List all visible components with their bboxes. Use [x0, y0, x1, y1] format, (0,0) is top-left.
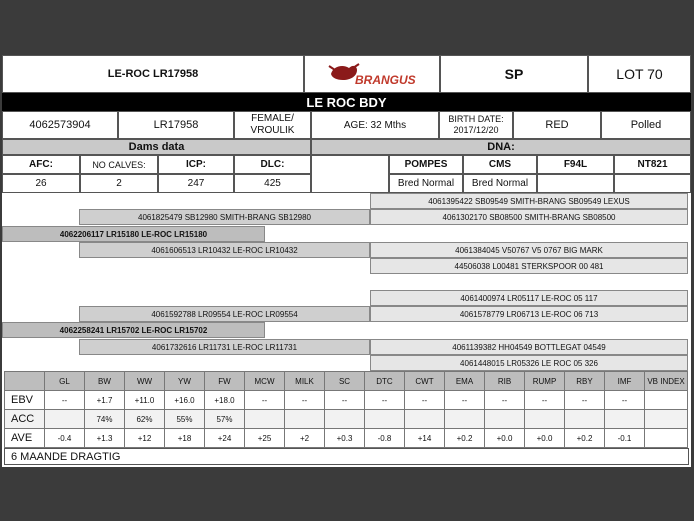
animal-horn-status: Polled [601, 111, 691, 139]
ebv-header-cell: MCW [245, 372, 285, 391]
bull-logo-icon [327, 60, 417, 88]
no-calves-value: 2 [80, 174, 158, 193]
ebv-header-cell: IMF [605, 372, 645, 391]
ave-cell: +2 [285, 429, 325, 448]
pedigree-sire-dam-sire: 4061384045 V50767 V5 0767 BIG MARK [370, 242, 688, 258]
animal-tag: LR17958 [118, 111, 234, 139]
pedigree-dam-sire-dam: 4061578779 LR06713 LE-ROC 06 713 [370, 306, 688, 322]
ave-cell: +0.0 [485, 429, 525, 448]
dams-data-title: Dams data [2, 139, 311, 155]
acc-cell [405, 410, 445, 429]
acc-cell [485, 410, 525, 429]
birth-date-value: 2017/12/20 [453, 125, 499, 135]
dna-cms-value: Bred Normal [463, 174, 537, 193]
ave-cell: +12 [125, 429, 165, 448]
pedigree-sire: 4062206117 LR15180 LE-ROC LR15180 [2, 226, 265, 242]
acc-cell [605, 410, 645, 429]
ebv-cell: -- [445, 391, 485, 410]
ebv-header-cell: RIB [485, 372, 525, 391]
dna-f94l-header: F94L [537, 155, 614, 174]
ebv-cell: -- [285, 391, 325, 410]
acc-cell: 74% [85, 410, 125, 429]
ave-cell: +14 [405, 429, 445, 448]
pedigree-dam: 4062258241 LR15702 LE-ROC LR15702 [2, 322, 265, 338]
ebv-header-row [5, 372, 688, 391]
ebv-cell: -- [365, 391, 405, 410]
ebv-cell: +11.0 [125, 391, 165, 410]
ave-cell: -0.4 [45, 429, 85, 448]
animal-sex: FEMALE/ VROULIK [234, 111, 311, 139]
ebv-header-cell: RUMP [525, 372, 565, 391]
pedigree-sire-sire: 4061825479 SB12980 SMITH-BRANG SB12980 [79, 209, 370, 225]
footer-note: 6 MAANDE DRAGTIG [4, 448, 689, 465]
dna-pompes-header: POMPES [389, 155, 463, 174]
animal-id-number: 4062573904 [2, 111, 118, 139]
pedigree-dam-dam: 4061732616 LR11731 LE-ROC LR11731 [79, 339, 370, 355]
acc-cell [645, 410, 688, 429]
ebv-header-cell: MILK [285, 372, 325, 391]
lot-number: LOT 70 [588, 55, 691, 93]
animal-sheet [2, 55, 691, 467]
dlc-header: DLC: [234, 155, 311, 174]
ave-cell: +18 [165, 429, 205, 448]
ave-cell: +24 [205, 429, 245, 448]
ebv-cell: -- [405, 391, 445, 410]
ebv-cell: +16.0 [165, 391, 205, 410]
ave-cell: +0.0 [525, 429, 565, 448]
animal-name: LE-ROC LR17958 [2, 55, 304, 93]
acc-cell [285, 410, 325, 429]
ebv-header-cell: CWT [405, 372, 445, 391]
acc-cell: 62% [125, 410, 165, 429]
ave-cell: +0.3 [325, 429, 365, 448]
ebv-cell: -- [605, 391, 645, 410]
ave-cell: -0.1 [605, 429, 645, 448]
acc-row-label: ACC [5, 410, 45, 429]
acc-cell [565, 410, 605, 429]
acc-row [5, 410, 688, 429]
afc-header: AFC: [2, 155, 80, 174]
acc-cell [365, 410, 405, 429]
ebv-header-cell: FW [205, 372, 245, 391]
ebv-header-cell: WW [125, 372, 165, 391]
dna-pompes-value: Bred Normal [389, 174, 463, 193]
acc-cell [445, 410, 485, 429]
acc-cell [245, 410, 285, 429]
ebv-header-cell: VB INDEX [645, 372, 688, 391]
ebv-cell: -- [325, 391, 365, 410]
ebv-header-cell: SC [325, 372, 365, 391]
pedigree-sire-dam-dam: 44506038 L00481 STERKSPOOR 00 481 [370, 258, 688, 274]
ave-row-label: AVE [5, 429, 45, 448]
ebv-cell: +18.0 [205, 391, 245, 410]
acc-cell [45, 410, 85, 429]
ebv-cell: +1.7 [85, 391, 125, 410]
ebv-cell: -- [245, 391, 285, 410]
ave-cell [645, 429, 688, 448]
logo-text: BRANGUS [355, 73, 416, 87]
dna-cms-header: CMS [463, 155, 537, 174]
ave-cell: +1.3 [85, 429, 125, 448]
no-calves-header: NO CALVES: [80, 155, 158, 174]
icp-header: ICP: [158, 155, 234, 174]
dna-nt821-value [614, 174, 691, 193]
ebv-header-cell: DTC [365, 372, 405, 391]
acc-cell: 57% [205, 410, 245, 429]
acc-cell [525, 410, 565, 429]
ave-cell: +0.2 [445, 429, 485, 448]
pedigree-dam-dam-sire: 4061139382 HH04549 BOTTLEGAT 04549 [370, 339, 688, 355]
brangus-logo [304, 55, 440, 93]
birth-date-label: BIRTH DATE: [448, 114, 504, 124]
title-bar: LE ROC BDY [2, 93, 691, 111]
ebv-cell: -- [565, 391, 605, 410]
dna-nt821-header: NT821 [614, 155, 691, 174]
ave-cell: +25 [245, 429, 285, 448]
ebv-cell: -- [45, 391, 85, 410]
birth-date-cell [439, 111, 513, 139]
ebv-header-cell [5, 372, 45, 391]
breed-code: SP [440, 55, 588, 93]
ave-row [5, 429, 688, 448]
animal-color: RED [513, 111, 601, 139]
pedigree-sire-sire-dam: 4061302170 SB08500 SMITH-BRANG SB08500 [370, 209, 688, 225]
ebv-table [4, 371, 688, 448]
ebv-cell: -- [525, 391, 565, 410]
dna-f94l-value [537, 174, 614, 193]
acc-cell: 55% [165, 410, 205, 429]
dna-blank [311, 155, 389, 193]
animal-age: AGE: 32 Mths [311, 111, 439, 139]
ebv-header-cell: EMA [445, 372, 485, 391]
ebv-header-cell: RBY [565, 372, 605, 391]
ebv-row [5, 391, 688, 410]
acc-cell [325, 410, 365, 429]
ebv-row-label: EBV [5, 391, 45, 410]
ave-cell: +0.2 [565, 429, 605, 448]
afc-value: 26 [2, 174, 80, 193]
pedigree-dam-sire: 4061592788 LR09554 LE-ROC LR09554 [79, 306, 370, 322]
dlc-value: 425 [234, 174, 311, 193]
pedigree-sire-dam: 4061606513 LR10432 LE-ROC LR10432 [79, 242, 370, 258]
ebv-cell [645, 391, 688, 410]
ebv-header-cell: GL [45, 372, 85, 391]
ave-cell: -0.8 [365, 429, 405, 448]
ebv-header-cell: YW [165, 372, 205, 391]
dna-title: DNA: [311, 139, 691, 155]
ebv-cell: -- [485, 391, 525, 410]
pedigree-dam-sire-sire: 4061400974 LR05117 LE-ROC 05 117 [370, 290, 688, 306]
pedigree-dam-dam-dam: 4061448015 LR05326 LE ROC 05 326 [370, 355, 688, 371]
icp-value: 247 [158, 174, 234, 193]
ebv-header-cell: BW [85, 372, 125, 391]
pedigree-sire-sire-sire: 4061395422 SB09549 SMITH-BRANG SB09549 LEXUS [370, 193, 688, 209]
